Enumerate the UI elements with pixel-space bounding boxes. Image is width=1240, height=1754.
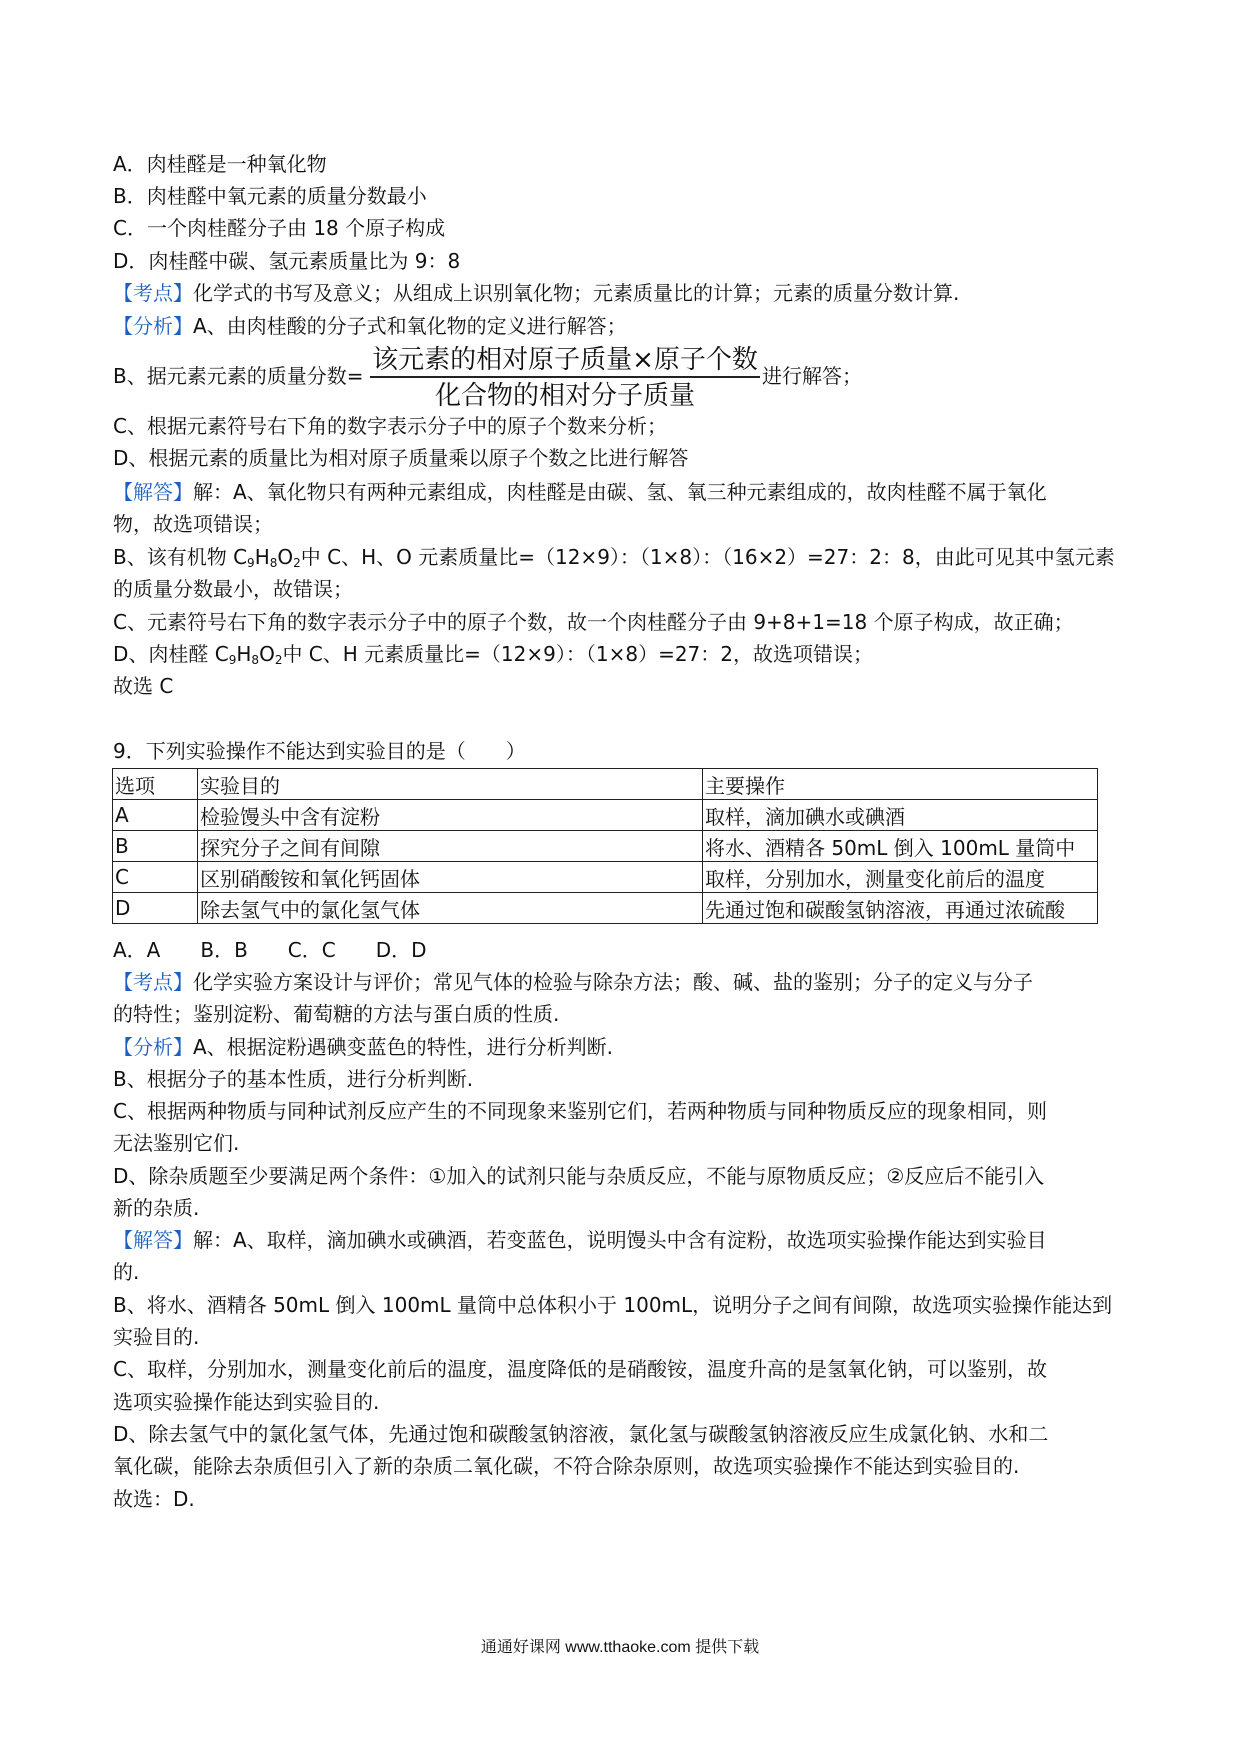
q9-jieda-d1: D、除去氢气中的氯化氢气体，先通过饱和碳酸氢钠溶液，氯化氢与碳酸氢钠溶液反应生成氯化钠、水和二	[113, 1422, 1049, 1446]
q8-fenxi-b-pre: B、据元素元素的质量分数=	[113, 364, 364, 388]
cell-option: D	[113, 893, 198, 924]
mass-fraction-formula	[370, 344, 760, 412]
page-footer: 通通好课网 www.tthaoke.com 提供下载	[480, 1639, 760, 1656]
q9-jieda-a2: 的.	[113, 1260, 140, 1284]
fenxi-tag: 【分析】	[113, 1035, 193, 1059]
jieda-tag: 【解答】	[113, 1228, 193, 1252]
q8-option-a: A．肉桂醛是一种氧化物	[113, 152, 327, 176]
q8-jieda-1	[113, 478, 1047, 506]
header-option: 选项	[113, 769, 198, 800]
q8-jieda-4: 的质量分数最小，故错误；	[113, 577, 353, 601]
q8-option-b: B．肉桂醛中氧元素的质量分数最小	[113, 184, 427, 208]
sub-c-2: 9	[228, 653, 237, 667]
kaodian-tag: 【考点】	[113, 970, 193, 994]
table-row	[113, 831, 1098, 862]
jieda-3d: 中 C、H、O 元素质量比=（12×9）：（1×8）：（16×2）=27：2：8，由此可见其中氢元素	[300, 545, 1115, 569]
q9-fenxi-c1: C、根据两种物质与同种试剂反应产生的不同现象来鉴别它们，若两种物质与同种物质反应的现象相同，则	[113, 1099, 1047, 1123]
table-row	[113, 862, 1098, 893]
jieda-3b: H	[254, 545, 270, 569]
q9-options-table	[112, 768, 1098, 924]
cell-purpose: 区别硝酸铵和氧化钙固体	[198, 862, 703, 893]
fenxi-tag: 【分析】	[113, 314, 193, 338]
cell-purpose: 除去氢气中的氯化氢气体	[198, 893, 703, 924]
cell-option: B	[113, 831, 198, 862]
q9-jieda-c1: C、取样，分别加水，测量变化前后的温度，温度降低的是硝酸铵，温度升高的是氢氧化钠，可以鉴别，故	[113, 1357, 1047, 1381]
q9-jieda-b1: B、将水、酒精各 50mL 倒入 100mL 量筒中总体积小于 100mL，说明分子之间有间隙，故选项实验操作能达到	[113, 1293, 1113, 1317]
jieda-6a: D、肉桂醛 C	[113, 642, 229, 666]
q8-jieda-6	[113, 640, 873, 668]
q9-kaodian-1	[113, 968, 1033, 996]
q9-choices: A．A B．B C．C D．D	[113, 938, 427, 962]
jieda-6d: 中 C、H 元素质量比=（12×9）：（1×8）=27：2，故选项错误；	[282, 642, 873, 666]
q9-jieda-a1	[113, 1226, 1047, 1254]
jieda-3c: O	[277, 545, 294, 569]
q9-jieda-e: 故选：D.	[113, 1487, 195, 1511]
q8-option-d: D．肉桂醛中碳、氢元素质量比为 9：8	[113, 249, 461, 273]
fenxi-a-text: A、根据淀粉遇碘变蓝色的特性，进行分析判断.	[193, 1035, 614, 1059]
q8-fenxi-d: D、根据元素的质量比为相对原子质量乘以原子个数之比进行解答	[113, 446, 689, 470]
header-operation: 主要操作	[703, 769, 1098, 800]
sub-o-2: 2	[274, 653, 283, 667]
q8-fenxi-c: C、根据元素符号右下角的数字表示分子中的原子个数来分析；	[113, 414, 667, 438]
formula-denominator: 化合物的相对分子质量	[434, 381, 695, 411]
q9-jieda-d2: 氧化碳，能除去杂质但引入了新的杂质二氧化碳，不符合除杂原则，故选项实验操作不能达到实验目的.	[113, 1454, 1020, 1478]
jieda-a1-text: 解：A、取样，滴加碘水或碘酒，若变蓝色，说明馒头中含有淀粉，故选项实验操作能达到实验目	[193, 1228, 1047, 1252]
sub-o: 2	[293, 556, 301, 570]
q9-fenxi-b: B、根据分子的基本性质，进行分析判断.	[113, 1067, 474, 1091]
jieda-6c: O	[259, 642, 275, 666]
sub-h: 8	[269, 556, 278, 570]
jieda-6b: H	[236, 642, 252, 666]
kaodian-text: 化学式的书写及意义；从组成上识别氧化物；元素质量比的计算；元素的质量分数计算.	[193, 281, 960, 305]
q9-fenxi-d2: 新的杂质.	[113, 1196, 200, 1220]
q9-fenxi-a	[113, 1033, 613, 1061]
sub-c: 9	[247, 556, 255, 570]
q8-option-c: C．一个肉桂醛分子由 18 个原子构成	[113, 216, 446, 240]
q8-jieda-2: 物，故选项错误；	[113, 512, 273, 536]
q9-kaodian-2: 的特性；鉴别淀粉、葡萄糖的方法与蛋白质的性质.	[113, 1002, 560, 1026]
cell-operation: 取样，分别加水，测量变化前后的温度	[703, 862, 1098, 893]
q8-fenxi-b-post: 进行解答；	[762, 364, 862, 388]
jieda-3a: B、该有机物 C	[113, 545, 248, 569]
q9-jieda-c2: 选项实验操作能达到实验目的.	[113, 1390, 380, 1414]
q8-jieda-5: C、元素符号右下角的数字表示分子中的原子个数，故一个肉桂醛分子由 9+8+1=18 个原子构成，故正确；	[113, 610, 1074, 634]
table-row	[113, 800, 1098, 831]
jieda-1-text: 解：A、氧化物只有两种元素组成，肉桂醛是由碳、氢、氧三种元素组成的，故肉桂醛不属于氧化	[193, 480, 1047, 504]
cell-option: C	[113, 862, 198, 893]
q9-fenxi-d1: D、除杂质题至少要满足两个条件：①加入的试剂只能与杂质反应，不能与原物质反应；②反应后不能引入	[113, 1164, 1045, 1188]
formula-numerator: 该元素的相对原子质量×原子个数	[372, 345, 758, 375]
cell-purpose: 检验馒头中含有淀粉	[198, 800, 703, 831]
cell-operation: 取样，滴加碘水或碘酒	[703, 800, 1098, 831]
q9-stem: 9．下列实验操作不能达到实验目的是（ ）	[113, 739, 526, 763]
cell-operation: 将水、酒精各 50mL 倒入 100mL 量筒中	[703, 831, 1098, 862]
fenxi-a-text: A、由肉桂酸的分子式和氧化物的定义进行解答；	[193, 314, 627, 338]
cell-option: A	[113, 800, 198, 831]
table-header-row	[113, 769, 1098, 800]
kaodian-1-text: 化学实验方案设计与评价；常见气体的检验与除杂方法；酸、碱、盐的鉴别；分子的定义与分子	[193, 970, 1033, 994]
q8-jieda-3	[113, 543, 1115, 571]
sub-h-2: 8	[251, 653, 260, 667]
q9-fenxi-c2: 无法鉴别它们.	[113, 1131, 240, 1155]
header-purpose: 实验目的	[198, 769, 703, 800]
jieda-tag: 【解答】	[113, 480, 193, 504]
table-row	[113, 893, 1098, 924]
q8-jieda-7: 故选 C	[113, 674, 174, 698]
fraction-bar	[370, 376, 760, 378]
cell-purpose: 探究分子之间有间隙	[198, 831, 703, 862]
kaodian-tag: 【考点】	[113, 281, 193, 305]
q8-kaodian	[113, 279, 959, 307]
cell-operation: 先通过饱和碳酸氢钠溶液，再通过浓硫酸	[703, 893, 1098, 924]
q9-jieda-b2: 实验目的.	[113, 1325, 200, 1349]
q8-fenxi-a	[113, 312, 627, 340]
